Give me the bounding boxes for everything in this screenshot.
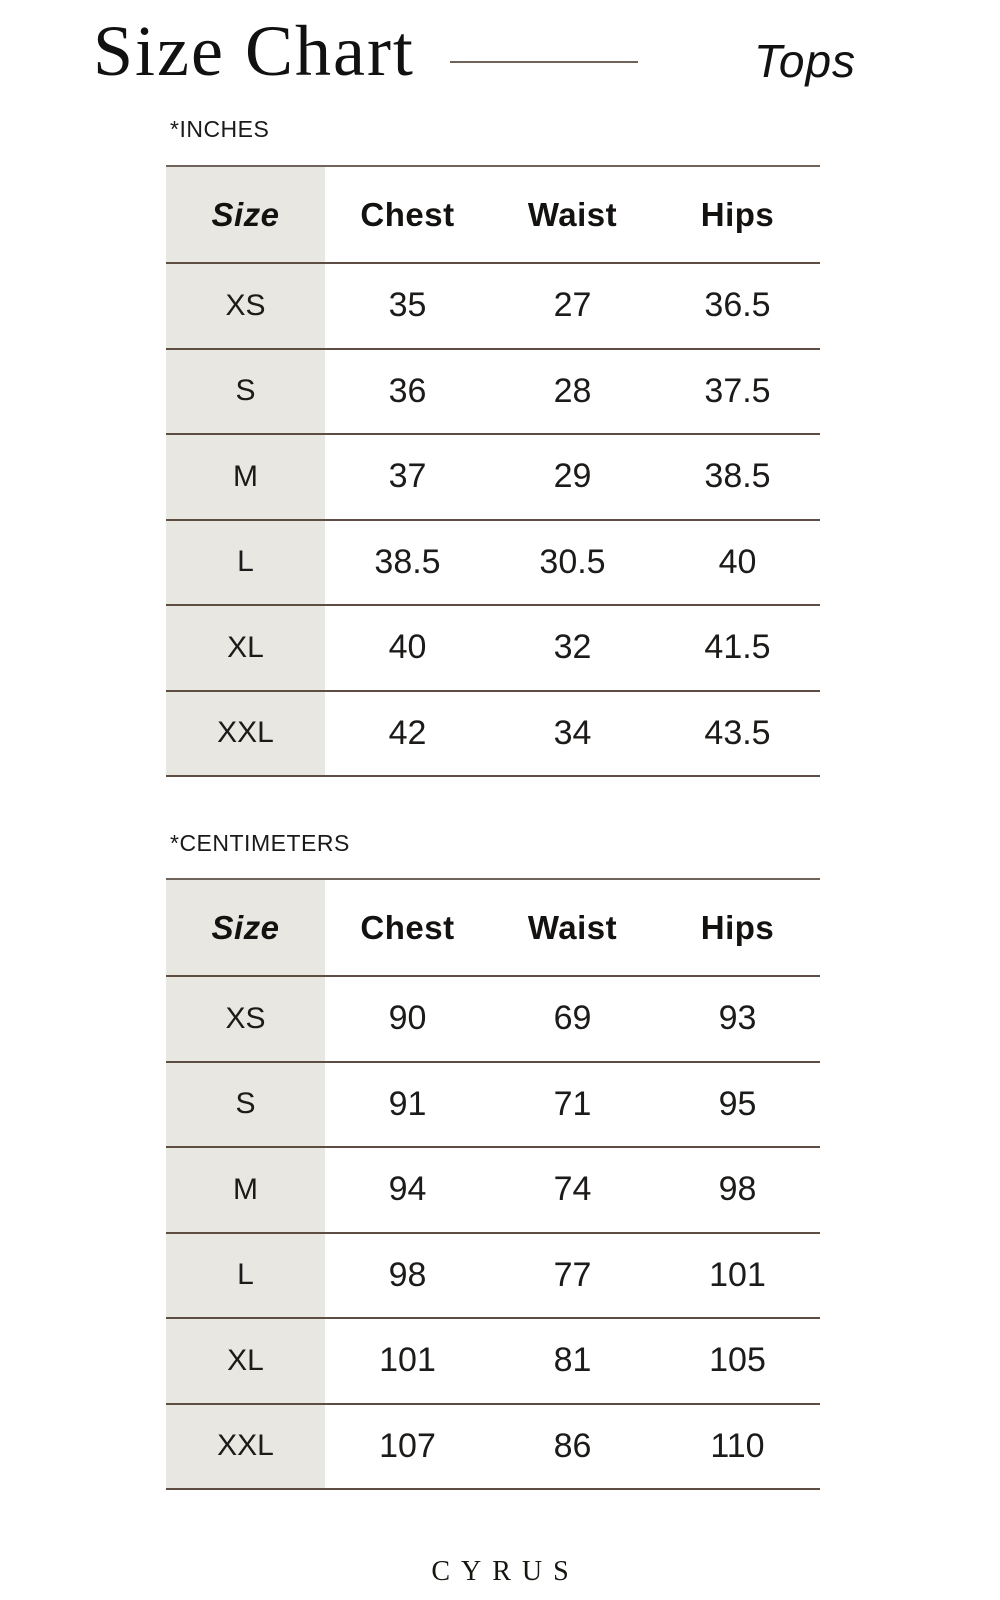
table-row xyxy=(166,349,820,435)
brand-footer xyxy=(0,1556,1000,1588)
table-row xyxy=(166,520,820,606)
header-row xyxy=(166,166,820,263)
value-cell: 34 xyxy=(553,713,592,752)
value-cell: 98 xyxy=(388,1255,427,1294)
value-cell: 105 xyxy=(709,1341,766,1380)
column-header-size: Size xyxy=(166,166,325,263)
value-cell: 86 xyxy=(553,1426,592,1465)
value-cell: 71 xyxy=(553,1084,592,1123)
value-cell: 95 xyxy=(718,1084,757,1123)
centimeters-size-table xyxy=(166,878,820,1490)
value-cell: 36 xyxy=(388,371,427,410)
value-cell: 101 xyxy=(379,1341,436,1380)
column-header-size: Size xyxy=(166,879,325,976)
size-cell: L xyxy=(166,520,325,606)
unit-label-centimeters: *CENTIMETERS xyxy=(170,830,350,856)
value-cell: 43.5 xyxy=(704,713,771,752)
column-header-chest: Chest xyxy=(360,908,455,946)
value-cell: 35 xyxy=(388,286,427,325)
value-cell: 110 xyxy=(710,1426,765,1465)
table-row xyxy=(166,691,820,777)
unit-label-inches: *INCHES xyxy=(170,116,270,142)
size-cell: S xyxy=(166,1062,325,1148)
value-cell: 90 xyxy=(388,999,427,1038)
size-cell: L xyxy=(166,1233,325,1319)
category-label: Tops xyxy=(754,35,857,87)
size-cell: M xyxy=(166,1147,325,1233)
value-cell: 37 xyxy=(388,457,427,496)
value-cell: 107 xyxy=(379,1426,436,1465)
value-cell: 40 xyxy=(388,628,427,667)
value-cell: 32 xyxy=(553,628,592,667)
value-cell: 91 xyxy=(388,1084,427,1123)
table-row xyxy=(166,1318,820,1404)
table-row xyxy=(166,1147,820,1233)
value-cell: 41.5 xyxy=(704,628,771,667)
page-title: Size Chart xyxy=(93,11,415,91)
value-cell: 38.5 xyxy=(704,457,771,496)
value-cell: 93 xyxy=(718,999,757,1038)
table-row xyxy=(166,263,820,349)
value-cell: 30.5 xyxy=(539,542,606,581)
table-row xyxy=(166,605,820,691)
value-cell: 81 xyxy=(553,1341,592,1380)
header-row xyxy=(166,879,820,976)
value-cell: 69 xyxy=(553,999,592,1038)
brand-logo: CYRUS xyxy=(431,1556,580,1587)
size-cell: XL xyxy=(166,605,325,691)
table-row xyxy=(166,434,820,520)
title-divider-line xyxy=(450,61,638,63)
column-header-hips: Hips xyxy=(700,195,775,233)
table-row xyxy=(166,1404,820,1490)
size-cell: XS xyxy=(166,976,325,1062)
table-row xyxy=(166,1233,820,1319)
value-cell: 98 xyxy=(718,1170,757,1209)
value-cell: 38.5 xyxy=(374,542,441,581)
size-cell: M xyxy=(166,434,325,520)
value-cell: 94 xyxy=(388,1170,427,1209)
size-cell: S xyxy=(166,349,325,435)
value-cell: 37.5 xyxy=(704,371,771,410)
value-cell: 101 xyxy=(709,1255,766,1294)
value-cell: 27 xyxy=(553,286,592,325)
size-cell: XXL xyxy=(166,691,325,777)
value-cell: 74 xyxy=(553,1170,592,1209)
column-header-hips: Hips xyxy=(700,908,775,946)
size-cell: XL xyxy=(166,1318,325,1404)
inches-size-table xyxy=(166,165,820,777)
value-cell: 29 xyxy=(553,457,592,496)
column-header-waist: Waist xyxy=(527,195,618,233)
value-cell: 77 xyxy=(553,1255,592,1294)
value-cell: 28 xyxy=(553,371,592,410)
column-header-waist: Waist xyxy=(527,908,618,946)
value-cell: 36.5 xyxy=(704,286,771,325)
value-cell: 40 xyxy=(718,542,757,581)
table-row xyxy=(166,976,820,1062)
size-cell: XS xyxy=(166,263,325,349)
size-cell: XXL xyxy=(166,1404,325,1490)
value-cell: 42 xyxy=(388,713,427,752)
column-header-chest: Chest xyxy=(360,195,455,233)
table-row xyxy=(166,1062,820,1148)
